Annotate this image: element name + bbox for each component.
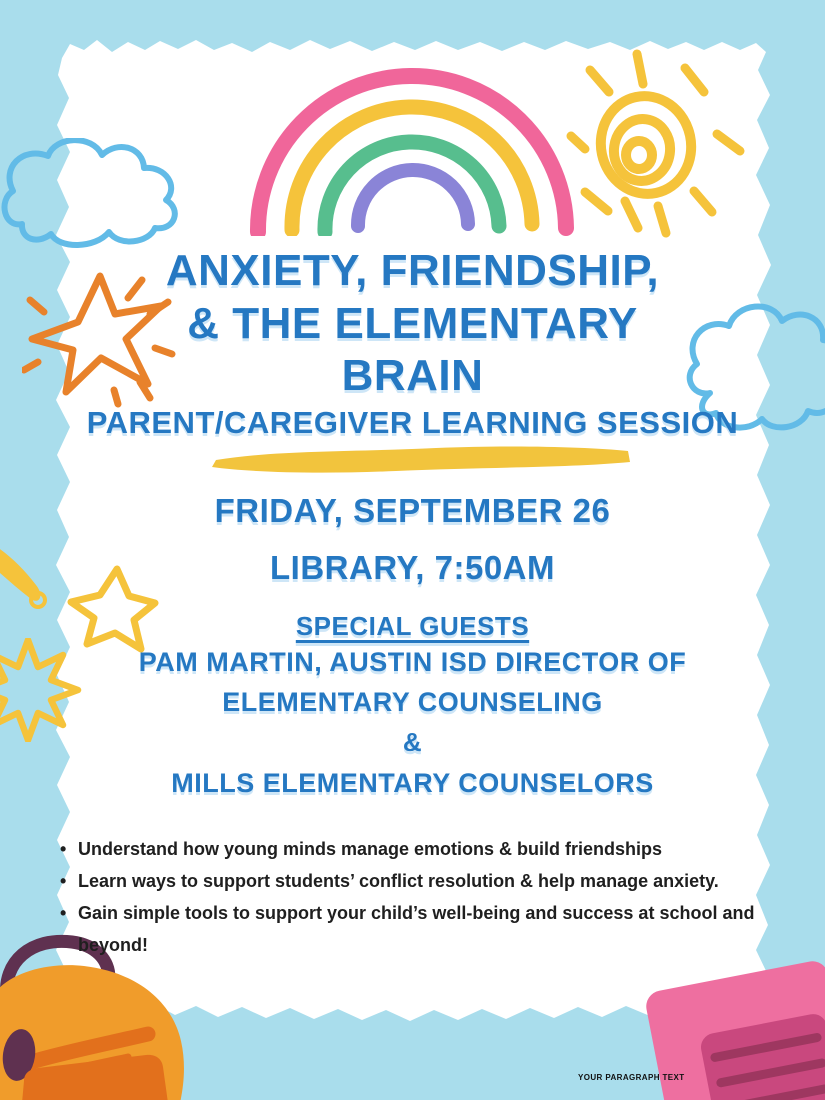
rainbow-icon xyxy=(246,52,580,236)
list-item: • Understand how young minds manage emotions & build friendships xyxy=(56,833,762,865)
guest1-name-line: PAM MARTIN, AUSTIN ISD DIRECTOR OF xyxy=(138,647,687,677)
event-location-time: LIBRARY, 7:50AM xyxy=(270,549,555,586)
special-guests-heading: SPECIAL GUESTS xyxy=(295,611,530,641)
sun-icon xyxy=(565,48,747,240)
ampersand: & xyxy=(402,727,423,757)
event-date: FRIDAY, SEPTEMBER 26 xyxy=(214,492,611,529)
highlight-underline xyxy=(206,440,636,478)
session-benefits-list xyxy=(56,833,762,961)
guest2-name: MILLS ELEMENTARY COUNSELORS xyxy=(171,768,654,798)
title-line-3: BRAIN xyxy=(341,351,484,400)
cloud-left-icon xyxy=(0,138,186,253)
subtitle: PARENT/CAREGIVER LEARNING SESSION xyxy=(86,405,739,440)
footer-placeholder-text: YOUR PARAGRAPH TEXT xyxy=(578,1073,685,1082)
guest1-title-line: ELEMENTARY COUNSELING xyxy=(222,687,603,717)
title-line-2: & THE ELEMENTARY xyxy=(187,299,638,348)
list-item: • Gain simple tools to support your child’s well-being and success at school and beyond! xyxy=(56,897,762,961)
title-line-1: ANXIETY, FRIENDSHIP, xyxy=(165,246,660,295)
list-item: • Learn ways to support students’ conflict resolution & help manage anxiety. xyxy=(56,865,762,897)
